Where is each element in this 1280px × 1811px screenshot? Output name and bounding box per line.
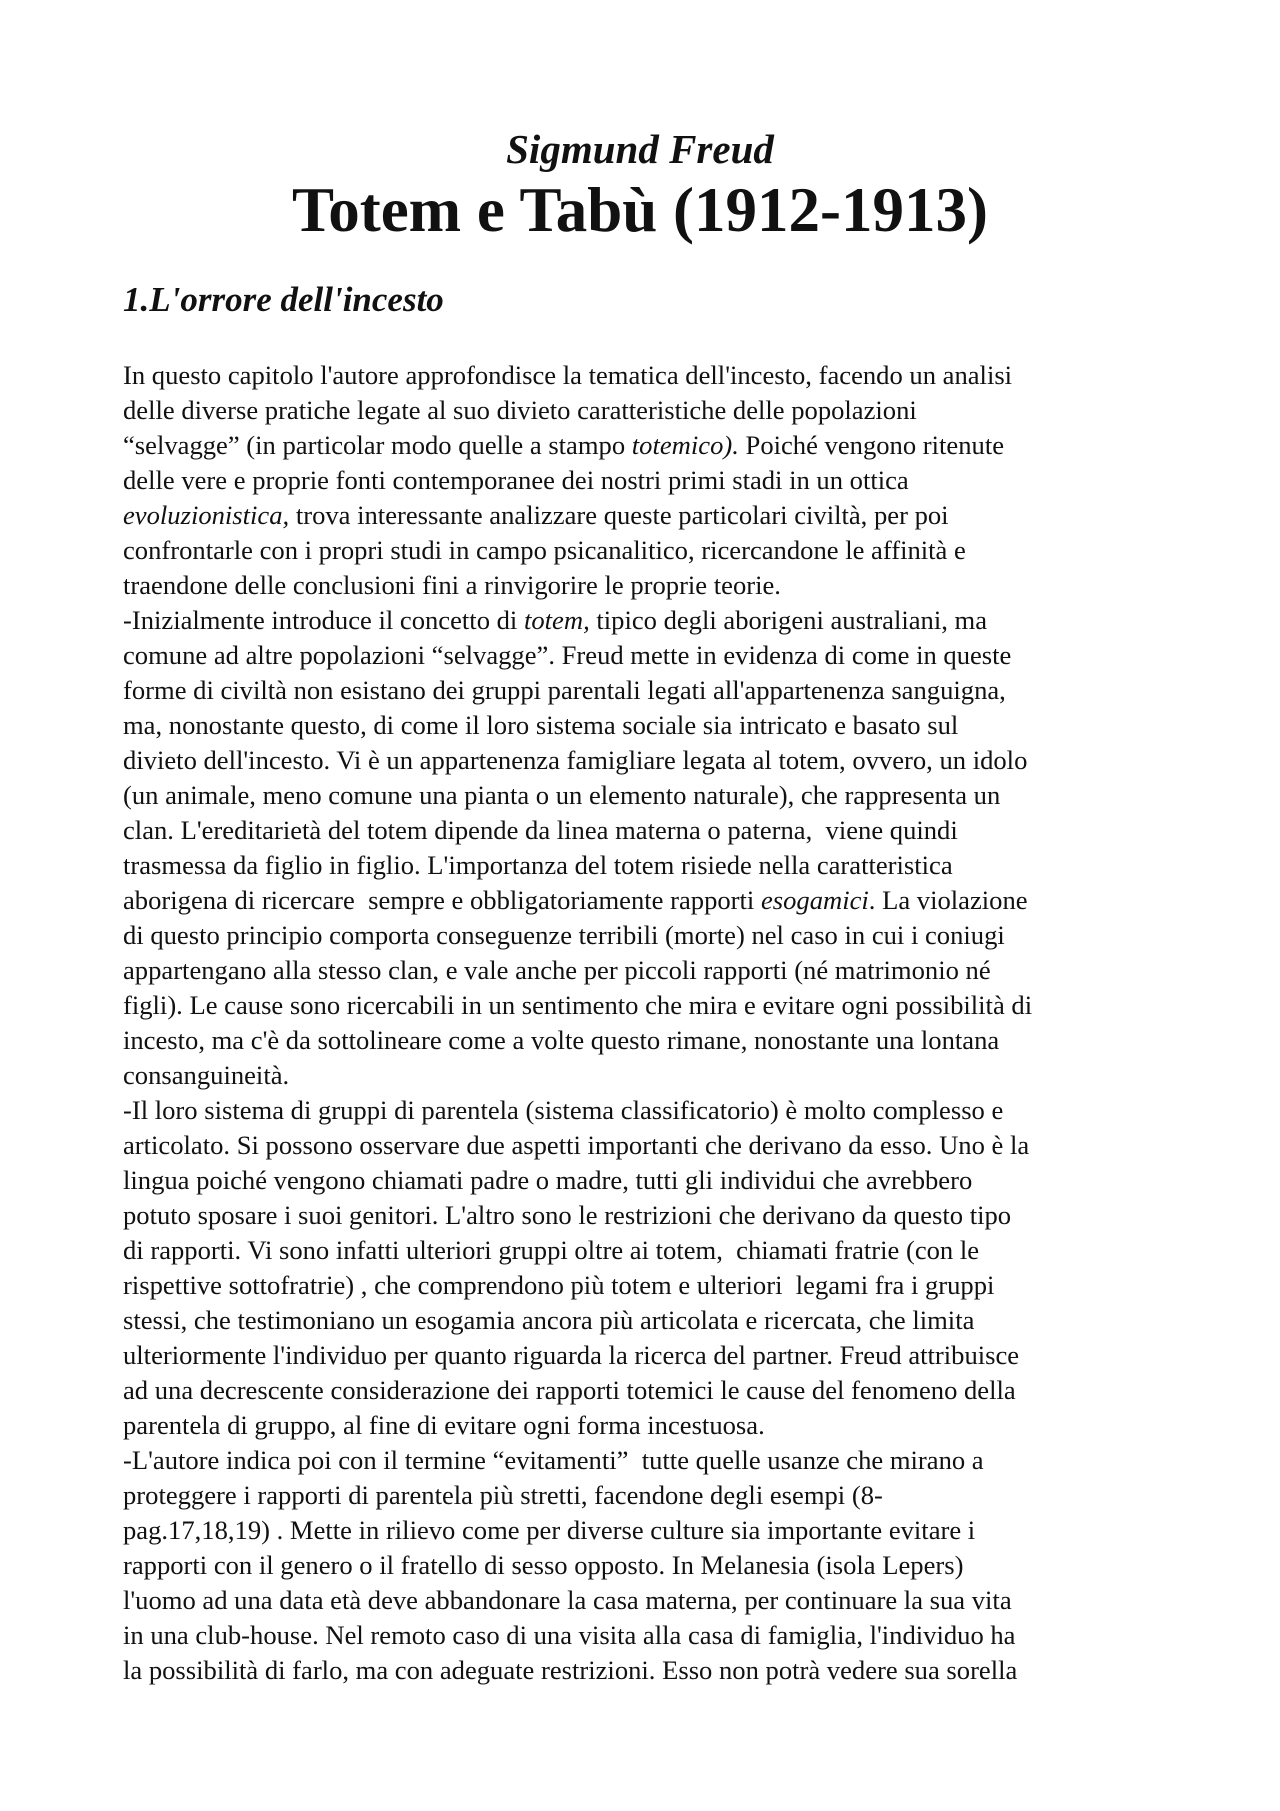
text-run: la possibilità di farlo, ma con adeguate restrizioni. Esso non potrà vedere sua sorella <box>123 1655 1018 1685</box>
text-line <box>123 1408 1203 1443</box>
text-run: rispettive sottofratrie) , che comprendono più totem e ulteriori legami fra i gruppi <box>123 1270 995 1300</box>
text-run: consanguineità. <box>123 1060 290 1090</box>
text-line <box>123 428 1203 463</box>
text-run: clan. L'ereditarietà del totem dipende da linea materna o paterna, viene quindi <box>123 815 958 845</box>
text-line <box>123 1233 1203 1268</box>
text-run: trova interessante analizzare queste particolari civiltà, per poi <box>289 500 949 530</box>
text-line <box>123 848 1203 883</box>
text-line <box>123 1198 1203 1233</box>
text-line <box>123 568 1203 603</box>
text-run: tipico degli aborigeni australiani, ma <box>589 605 988 635</box>
text-line <box>123 463 1203 498</box>
italic-text-run: esogamici <box>760 885 869 915</box>
text-run: appartengano alla stesso clan, e vale anche per piccoli rapporti (né matrimonio né <box>123 955 991 985</box>
text-run: di questo principio comporta conseguenze terribili (morte) nel caso in cui i coniugi <box>123 920 1005 950</box>
text-line <box>123 1338 1203 1373</box>
text-run: ad una decrescente considerazione dei rapporti totemici le cause del fenomeno della <box>123 1375 1016 1405</box>
text-run: traendone delle conclusioni fini a rinvigorire le proprie teorie. <box>123 570 781 600</box>
text-run: aborigena di ricercare sempre e obbligatoriamente rapporti <box>123 885 761 915</box>
text-line <box>123 1478 1203 1513</box>
text-line <box>123 1163 1203 1198</box>
text-run: articolato. Si possono osservare due aspetti importanti che derivano da esso. Uno è la <box>123 1130 1030 1160</box>
text-run: parentela di gruppo, al fine di evitare ogni forma incestuosa. <box>123 1410 765 1440</box>
text-run: figli). Le cause sono ricercabili in un sentimento che mira e evitare ogni possibilità di <box>123 990 1033 1020</box>
text-line <box>123 883 1203 918</box>
text-run: In questo capitolo l'autore approfondisce la tematica dell'incesto, facendo un analisi <box>123 360 1013 390</box>
text-line <box>123 1618 1203 1653</box>
page-title: Totem e Tabù (1912-1913) <box>292 175 988 245</box>
text-run: delle diverse pratiche legate al suo divieto caratteristiche delle popolazioni <box>123 395 917 425</box>
text-line <box>123 673 1203 708</box>
text-run: -Inizialmente introduce il concetto di <box>123 605 524 635</box>
text-line <box>123 1443 1203 1478</box>
text-line <box>123 1268 1203 1303</box>
text-line <box>123 1548 1203 1583</box>
text-line <box>123 1653 1203 1688</box>
text-run: Poiché vengono ritenute <box>738 430 1005 460</box>
text-run: incesto, ma c'è da sottolineare come a volte questo rimane, nonostante una lontana <box>123 1025 1000 1055</box>
text-run: ma, nonostante questo, di come il loro sistema sociale sia intricato e basato sul <box>123 710 959 740</box>
text-run: l'uomo ad una data età deve abbandonare la casa materna, per continuare la sua vita <box>123 1585 1012 1615</box>
text-line <box>123 393 1203 428</box>
text-run: di rapporti. Vi sono infatti ulteriori gruppi oltre ai totem, chiamati fratrie (con le <box>123 1235 980 1265</box>
text-line <box>123 603 1203 638</box>
text-line <box>123 708 1203 743</box>
text-line <box>123 813 1203 848</box>
italic-text-run: totemico). <box>631 430 739 460</box>
author-name: Sigmund Freud <box>506 126 774 172</box>
text-run: (un animale, meno comune una pianta o un elemento naturale), che rappresenta un <box>123 780 1001 810</box>
text-line <box>123 498 1203 533</box>
text-run: rapporti con il genero o il fratello di sesso opposto. In Melanesia (isola Lepers) <box>123 1550 964 1580</box>
text-line <box>123 778 1203 813</box>
section-heading: 1.L'orrore dell'incesto <box>123 280 444 319</box>
text-run: ulteriormente l'individuo per quanto riguarda la ricerca del partner. Freud attribuisce <box>123 1340 1020 1370</box>
text-line <box>123 988 1203 1023</box>
text-run: delle vere e proprie fonti contemporanee dei nostri primi stadi in un ottica <box>123 465 909 495</box>
text-run: -L'autore indica poi con il termine “evitamenti” tutte quelle usanze che mirano a <box>123 1445 984 1475</box>
text-line <box>123 1093 1203 1128</box>
text-line <box>123 953 1203 988</box>
text-line <box>123 638 1203 673</box>
text-run: potuto sposare i suoi genitori. L'altro sono le restrizioni che derivano da questo tipo <box>123 1200 1012 1230</box>
body-text <box>123 358 1203 1688</box>
text-run: comune ad altre popolazioni “selvagge”. Freud mette in evidenza di come in queste <box>123 640 1012 670</box>
text-line <box>123 743 1203 778</box>
text-run: forme di civiltà non esistano dei gruppi parentali legati all'appartenenza sanguigna, <box>123 675 1006 705</box>
text-line <box>123 1513 1203 1548</box>
text-line <box>123 1373 1203 1408</box>
italic-text-run: totem, <box>523 605 590 635</box>
text-run: pag.17,18,19) . Mette in rilievo come per diverse culture sia importante evitare i <box>123 1515 976 1545</box>
text-line <box>123 1023 1203 1058</box>
text-line <box>123 533 1203 568</box>
text-line <box>123 358 1203 393</box>
text-line <box>123 1058 1203 1093</box>
text-line <box>123 1303 1203 1338</box>
text-run: . La violazione <box>868 885 1028 915</box>
text-run: -Il loro sistema di gruppi di parentela (sistema classificatorio) è molto complesso e <box>123 1095 1004 1125</box>
italic-text-run: evoluzionistica, <box>123 500 290 530</box>
text-run: stessi, che testimoniano un esogamia ancora più articolata e ricercata, che limita <box>123 1305 975 1335</box>
text-run: “selvagge” (in particolar modo quelle a stampo <box>123 430 632 460</box>
text-line <box>123 1128 1203 1163</box>
text-run: divieto dell'incesto. Vi è un appartenenza famigliare legata al totem, ovvero, un idolo <box>123 745 1028 775</box>
text-run: confrontarle con i propri studi in campo psicanalitico, ricercandone le affinità e <box>123 535 966 565</box>
text-run: in una club-house. Nel remoto caso di una visita alla casa di famiglia, l'individuo ha <box>123 1620 1016 1650</box>
text-run: trasmessa da figlio in figlio. L'importanza del totem risiede nella caratteristica <box>123 850 953 880</box>
text-run: proteggere i rapporti di parentela più stretti, facendone degli esempi (8- <box>123 1480 883 1510</box>
text-line <box>123 1583 1203 1618</box>
text-line <box>123 918 1203 953</box>
text-run: lingua poiché vengono chiamati padre o madre, tutti gli individui che avrebbero <box>123 1165 973 1195</box>
